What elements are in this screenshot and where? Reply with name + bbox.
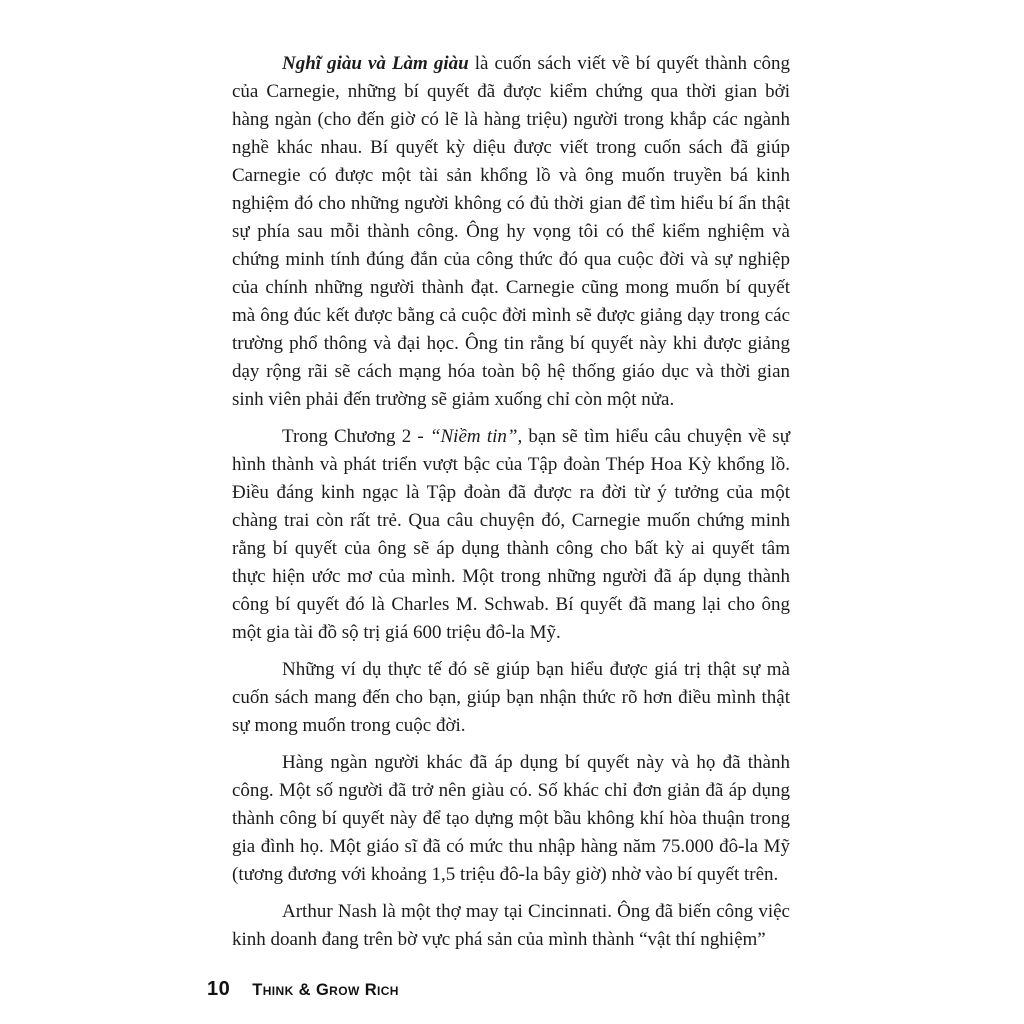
running-book-title: Think & Grow Rich bbox=[252, 981, 399, 999]
paragraph-1 bbox=[232, 50, 790, 414]
paragraph-3 bbox=[232, 656, 790, 740]
paragraph-2-prefix: Trong Chương 2 - bbox=[282, 426, 430, 447]
page-text-block bbox=[232, 50, 790, 963]
chapter-quote: “Niềm tin” bbox=[429, 426, 518, 447]
book-title-lead-in: Nghĩ giàu và Làm giàu bbox=[282, 53, 469, 74]
page-number: 10 bbox=[207, 978, 231, 1000]
paragraph-2-text: , bạn sẽ tìm hiểu câu chuyện về sự hình thành và phát triển vượt bậc của Tập đoàn Thép Hoa Kỳ khổng lồ. Điều đáng kinh ngạc là Tập đoàn đã được ra đời từ ý tưởng của một chàng trai còn rất trẻ. Qua câu chuyện đó, Carnegie muốn chứng minh rằng bí quyết của ông sẽ áp dụng thành công cho bất kỳ ai quyết tâm thực hiện ước mơ của mình. Một trong những người đã áp dụng thành công bí quyết đó là Charles M. Schwab. Bí quyết đã mang lại cho ông một gia tài đồ sộ trị giá 600 triệu đô-la Mỹ. bbox=[232, 426, 790, 643]
page-footer bbox=[207, 978, 399, 1001]
paragraph-5 bbox=[232, 898, 790, 954]
paragraph-2 bbox=[232, 423, 790, 647]
paragraph-4-text: Hàng ngàn người khác đã áp dụng bí quyết này và họ đã thành công. Một số người đã trở nên giàu có. Số khác chỉ đơn giản đã áp dụng thành công bí quyết này để tạo dựng một bầu không khí hòa thuận trong gia đình họ. Một giáo sĩ đã có mức thu nhập hàng năm 75.000 đô-la Mỹ (tương đương với khoảng 1,5 triệu đô-la bây giờ) nhờ vào bí quyết trên. bbox=[232, 752, 790, 885]
paragraph-1-text: là cuốn sách viết về bí quyết thành công của Carnegie, những bí quyết đã được kiểm chứng qua thời gian bởi hàng ngàn (cho đến giờ có lẽ là hàng triệu) người trong khắp các ngành nghề khác nhau. Bí quyết kỳ diệu được viết trong cuốn sách đã giúp Carnegie có được một tài sản khổng lồ và ông muốn truyền bá kinh nghiệm đó cho những người không có đủ thời gian để tìm hiểu bí ẩn thật sự phía sau mỗi thành công. Ông hy vọng tôi có thể kiểm nghiệm và chứng minh tính đúng đắn của công thức đó qua cuộc đời và sự nghiệp của chính những người thành đạt. Carnegie cũng mong muốn bí quyết mà ông đúc kết được bằng cả cuộc đời mình sẽ được giảng dạy trong các trường phổ thông và đại học. Ông tin rằng bí quyết này khi được giảng dạy rộng rãi sẽ cách mạng hóa toàn bộ hệ thống giáo dục và thời gian sinh viên phải đến trường sẽ giảm xuống chỉ còn một nửa. bbox=[232, 53, 790, 410]
paragraph-3-text: Những ví dụ thực tế đó sẽ giúp bạn hiểu được giá trị thật sự mà cuốn sách mang đến cho bạn, giúp bạn nhận thức rõ hơn điều mình thật sự mong muốn trong cuộc đời. bbox=[232, 659, 790, 736]
paragraph-4 bbox=[232, 749, 790, 889]
paragraph-5-text: Arthur Nash là một thợ may tại Cincinnati. Ông đã biến công việc kinh doanh đang trên bờ vực phá sản của mình thành “vật thí nghiệm” bbox=[232, 901, 790, 950]
